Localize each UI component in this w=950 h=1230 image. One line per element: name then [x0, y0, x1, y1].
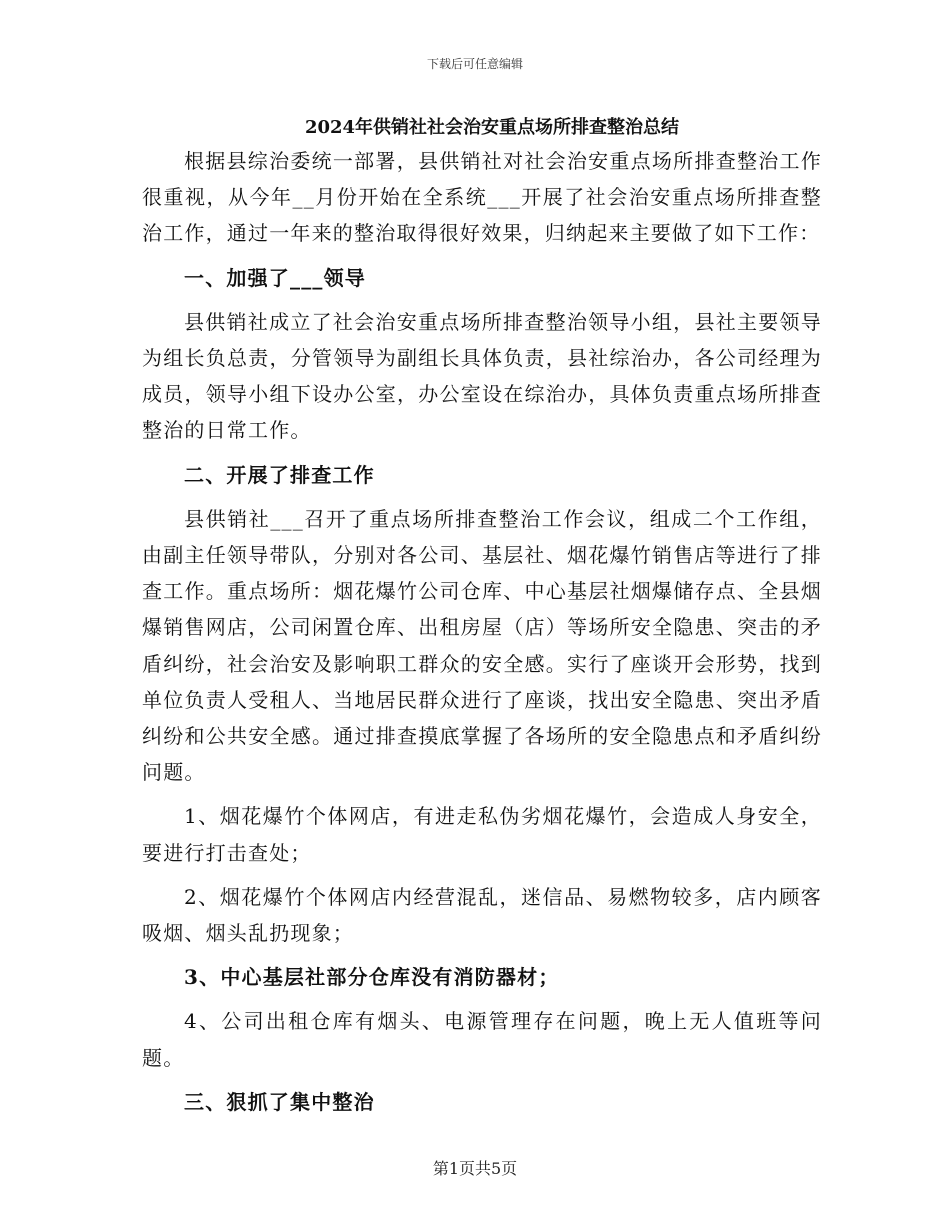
section-2-paragraph: 县供销社___召开了重点场所排查整治工作会议，组成二个工作组，由副主任领导带队，分别对各公司、基层社、烟花爆竹销售店等进行了排查工作。重点场所：烟花爆竹公司仓库、中心基层社烟爆储存点、全县烟爆销售网店，公司闲置仓库、出租房屋（店）等场所安全隐患、突击的矛盾纠纷，社会治安及影响职工群众的安全感。实行了座谈开会形势，找到单位负责人受租人、当地居民群众进行了座谈，找出安全隐患、突出矛盾纠纷和公共安全感。通过排查摸底掌握了各场所的安全隐患点和矛盾纠纷问题。 [142, 506, 822, 785]
header-note: 下载后可任意编辑 [426, 57, 523, 71]
list-item-4: 4、公司出租仓库有烟头、电源管理存在问题，晚上无人值班等问题。 [142, 1009, 822, 1070]
page-footer: 第1页共5页 [432, 1159, 518, 1178]
list-item-2: 2、烟花爆竹个体网店内经营混乱，迷信品、易燃物较多，店内顾客吸烟、烟头乱扔现象； [142, 884, 822, 946]
section-1-paragraph: 县供销社成立了社会治安重点场所排查整治领导小组，县社主要领导为组长负总责，分管领导为副组长具体负责，县社综治办，各公司经理为成员，领导小组下设办公室，办公室设在综治办，具体负责重点场所排查整治的日常工作。 [142, 309, 822, 443]
list-item-1: 1、烟花爆竹个体网店，有进走私伪劣烟花爆竹，会造成人身安全，要进行打击查处； [142, 804, 822, 865]
section-1-heading: 一、加强了___领导 [184, 265, 366, 290]
section-3-heading: 三、狠抓了集中整治 [184, 1089, 375, 1114]
intro-paragraph: 根据县综治委统一部署，县供销社对社会治安重点场所排查整治工作很重视，从今年__月份开始在全系统___开展了社会治安重点场所排查整治工作，通过一年来的整治取得很好效果，归纳起来主要做了如下工作： [142, 149, 822, 246]
list-item-3: 3、中心基层社部分仓库没有消防器材； [184, 965, 560, 990]
document-title: 2024年供销社社会治安重点场所排查整治总结 [304, 117, 680, 138]
section-2-heading: 二、开展了排查工作 [184, 462, 375, 487]
document-body [142, 113, 822, 1120]
